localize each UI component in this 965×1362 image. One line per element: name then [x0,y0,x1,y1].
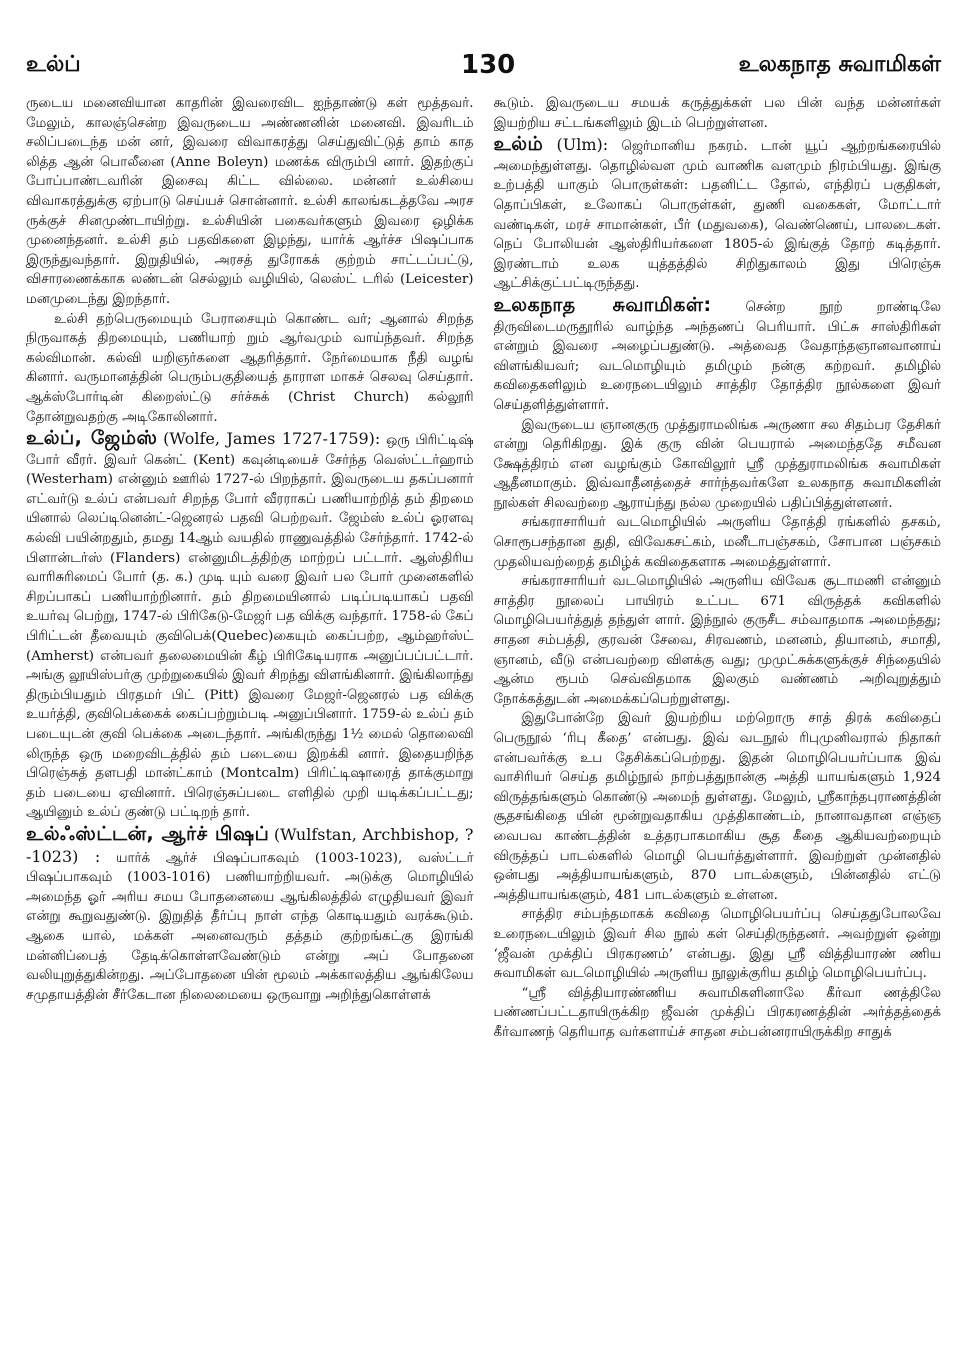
paragraph: சங்கராசாரியர் வடமொழியில் அருளிய விவேக சூடாமணி என்னும் சாத்திர நூலைப் பாயிரம் உட்பட 671 விருத்தக் கவிகளில் மொழிபெயர்த்துத் தந்துள் ளார். இந்நூல் குருசீட சம்வாதமாக அமைந்தது; சாதன சம்பத்தி, குரவன் சேவை, சிரவணம், மனனம், தியானம், சமாதி, ஞானம், வீடு என்பவற்றை விளக்கு வது; முமுட்சுக்களுக்குச் சிந்தையில் ஆன்ம ரூபம் செவ்விதமாக இலகும் வண்ணம் அறிவுறுத்தும் நோக்கத்துடன் அமைக்கப்பெற்றுள்ளது. [493,574,941,707]
wulfstan-continuation: கூடும். இவருடைய சமயக் கருத்துக்கள் பல பின் வந்த மன்னர்கள் இயற்றிய சட்டங்களிலும் இடம் பெற்றுள்ளன. [493,96,941,131]
wolsey-continuation: ருடைய மனைவியான காதரின் இவரைவிட ஐந்தாண்டு கள் மூத்தவர். மேலும், காலஞ்சென்ற இவருடைய அண்ணனின் மனைவி. இவரிடம் சலிப்படைந்த மன் னர், இவரை விவாகரத்து செய்துவிட்டுத் தாம் காத லித்த ஆன் பொலீனை (Anne Boleyn) மணக்க விரும்பி னார். இதற்குப் போப்பாண்டவரின் இசைவு கிட்ட வில்லை. மன்னர் உல்சியை விவாகரத்துக்கு ஏற்பாடு செய்யச் சொன்னார். உல்சி காலங்கடத்தவே அரச ருக்குச் சினமுண்டாயிற்று. உல்சியின் பகைவர்களும் இவரை ஒழிக்க முனைந்தனர். உல்சி தம் பதவிகளை இழந்து, யார்க் ஆர்ச்ச பிஷப்பாக இருந்துவந்தார். இறுதியில், அரசத் துரோகக் குற்றம் சாட்டப்பட்டு, விசாரணைக்காக லண்டன் செல்லும் வழியில், லெஸ்ட் டரில் (Leicester) மனமுடைந்து இறந்தார். [26,96,474,307]
headword-wulfstan: உல்ஃஸ்ட்டன், ஆர்ச் பிஷப் [26,822,270,845]
wolsey-paragraph: உல்சி தற்பெருமையும் பேராசையும் கொண்ட வர்; ஆனால் சிறந்த நிருவாகத் திறமையும், பணியாற் றும் ஆர்வமும் வாய்ந்தவர். சிறந்த கல்விமான். கல்வி யறிஞர்களை ஆதரித்தார். நேர்மையாக நீதி வழங் கினார். வருமானத்தின் பெரும்பகுதியைத் தாராள மாகச் செலவு செய்தார். ஆக்ஸ்போர்டின் கிறைஸ்ட்டு சர்ச்சுக் (Christ Church) கல்லூரி தோன்றுவதற்கு அடிகோலினார். [26,311,474,425]
entry-ulm [494,135,942,294]
paragraph: இவருடைய ஞானகுரு முத்துராமலிங்க அருணா சல சிதம்பர தேசிகர் என்று தெரிகிறது. இக் குரு வின் பெயரால் அமைந்ததே சமீவன க்ஷேத்திரம் என வழங்கும் கோவிலூர் ஸ்ரீ முத்துராமலிங்க சுவாமிகள் ஆதீனமாகும். இவ்வாதீனத்தைச் சார்ந்தவர்களே உலகநாத சுவாமிகளின் நூல்கள் சிலவற்றை ஆராய்ந்து நல்ல முறையில் பதிப்பித்துள்ளனர். [493,417,941,511]
entry-ulaganatha [493,293,942,416]
body-columns [26,94,941,1344]
headword-wolfe-latin: (Wolfe, James 1727-1759): [163,429,381,449]
entry-ulaganatha-text: சென்ற நூற் றாண்டிலே திருவிடைமருதூரில் வாழ்ந்த அந்தணப் பெரியார். பிட்சு சாஸ்திரிகள் என்றும் இவரை அழைப்பதுண்டு. அத்வைத வேதாந்தஞானவானாய் விளங்கியவர்; வடமொழியும் தமிழும் நன்கு கற்றவர். தமிழில் கவிதைகளிலும் உரைநடையிலும் சாத்திர தோத்திர நூல்களை இவர் செய்தளித்துள்ளார். [493,299,941,413]
paragraph: இதுபோன்றே இவர் இயற்றிய மற்றொரு சாத் திரக் கவிதைப் பெருநூல் ‘ரிபு கீதை’ என்பது. இவ் வடநூல் ரிபுமுனிவரால் நிதாகர் என்பவர்க்கு உப தேசிக்கப்பெற்றது. இதன் மொழிபெயர்ப்பாக இவ் வாசிரியர் செய்த தமிழ்நூல் நாற்பத்துநான்கு அத்தி யாயங்களும் 1,924 விருத்தங்களும் கொண்டு அமைந் துள்ளது. மேலும், ஸ்ரீகாந்தபுராணத்தின் சூதசங்கிதை யின் மூன்றுவதாகிய முத்திகாண்டம், நானாவதான எஞ்ஞ வைபவ காண்டத்தின் உத்தரபாகமாகிய சூத கீதை ஆகியவற்றையும் விருத்தப் பாடல்களில் மொழி பெயர்த்துள்ளார். இவற்றுள் முன்னதில் ஒன்பது அத்தியாயங்களும், 870 பாடல்களும், பின்னதில் எட்டு அத்தியாயங்களும், 481 பாடல்களும் உள்ளன. [493,711,941,903]
entry-wulfstan-text: யார்க் ஆர்ச் பிஷப்பாகவும் (1003-1023), வஸ்ட்டர் பிஷப்பாகவும் (1003-1016) பணியாற்றியவர். அடுக்கு மொழியில் அமைந்த ஓர் அரிய சமய போதனையை ஆங்கிலத்தில் எழுதியவர் இவர் என்று கூறுவதுண்டு. இறுதித் தீர்ப்பு நாள் எந்த கொடியதும் வரக்கூடும். ஆகை யால், மக்கள் அனைவரும் தத்தம் குற்றங்கட்கு இரங்கி மன்னிப்பைத் தேடிக்கொள்ளவேண்டும் என்று அப் போதனை வலியுறுத்துகின்றது. அப்போதனை யின் மூலம் அக்காலத்திய ஆங்கிலேய சமுதாயத்தின் சீர்கேடான நிலைமையை ஒருவாறு அறிந்துகொள்ளக் [26,850,474,1003]
right-column [494,94,942,1344]
page-header [26,50,941,90]
page-number: 130 [461,50,516,80]
paragraph: சாத்திர சம்பந்தமாகக் கவிதை மொழிபெயர்ப்பு செய்ததுபோலவே உரைநடையிலும் இவர் சில நூல் கள் செய்திருந்தனர். அவற்றுள் ஒன்று ‘ஜீவன் முக்திப் பிரகரணம்’ என்பது. இது ஸ்ரீ வித்தியாரண் ணிய சுவாமிகள் வடமொழியில் அருளிய நூலுக்குரிய தமிழ் மொழிபெயர்ப்பு. [493,907,941,982]
entry-wolfe-text: ஒரு பிரிட்டிஷ் போர் வீரர். இவர் கென்ட் (Kent) கவுன்டியைச் சேர்ந்த வெஸ்ட்டர்ஹாம் (Westerham) என்னும் ஊரில் 1727-ல் பிறந்தார். இவருடைய தகப்பனார் எட்வர்டு உல்ப் என்பவர் சிறந்த போர் வீரராகப் பணியாற்றித் தம் திறமை யினால் லெப்டினென்ட்-ஜெனரல் பதவி பெற்றவர். ஜேம்ஸ் உல்ப் ஓரளவு கல்வி பயின்றதும், தமது 14ஆம் வயதில் ராணுவத்தில் சேர்ந்தார். 1742-ல் பிளான்டர்ஸ் (Flanders) என்னுமிடத்திற்கு மாற்றப் பட்டார். ஆஸ்திரிய வாரிசுரிமைப் போர் (த. க.) முடி யும் வரை இவர் பல போர் முனைகளில் சிறப்பாகப் பணியாற்றினார். தம் திறமையினால் படிப்படியாகப் பதவி உயர்வு பெற்று, 1747-ல் பிரிகேடு-மேஜர் பத விக்கு வந்தார். 1758-ல் கேப் பிரிட்டன் தீவையும் குவிபெக்(Quebec)கையும் கைப்பற்ற, ஆம்ஹர்ஸ்ட் (Amherst) என்பவர் தலைமையின் கீழ் பிரிகேடியராக அனுப்பப்பட்டார். அங்கு லூயிஸ்பர்கு முற்றுகையில் இவர் சிறந்து விளங்கினார். இங்கிலாந்து திரும்பியதும் பிரதமர் பிட் (Pitt) இவரை மேஜர்-ஜெனரல் பத விக்கு உயர்த்தி, குவிபெக்கைக் கைப்பற்றும்படி அனுப்பினார். 1759-ல் உல்ப் தம் படையுடன் குவி பெக்கை அடைந்தார். அங்கிருந்து 1½ மைல் தொலைவி லிருந்த ஒரு மறைவிடத்தில் தம் படையை இறக்கி னார். இதையறிந்த பிரெஞ்சுத் தளபதி மான்ட்காம் (Montcalm) பிரிட்டிஷாரைத் தாக்குமாறு தம் படையை ஏவினார். பிரெஞ்சுப்படை எளிதில் முறி யடிக்கப்பட்டது; ஆயினும் உல்ப் குண்டு பட்டிறந் தார். [26,433,474,821]
entry-ulm-text: ஜெர்மானிய நகரம். டான் யூப் ஆற்றங்கரையில் அமைந்துள்ளது. தொழில்வள மும் வாணிக வளமும் நிரம்பியது. இங்கு உற்பத்தி யாகும் பொருள்கள்: பதனிட்ட தோல், எந்திரப் பகுதிகள், தொப்பிகள், உலோகப் பொருள்கள், துணி வகைகள், மோட்டார் வண்டிகள், மரச் சாமான்கள், பீர் (மதுவகை), வெண்ணெய், பாலடைகள். நெப் போலியன் ஆஸ்திரியர்களை 1805-ல் இங்குத் தோற் கடித்தார். இரண்டாம் உலக யுத்தத்தில் சிறிதுகாலம் இது பிரெஞ்சு ஆட்சிக்குட்பட்டிருந்தது. [493,139,941,292]
running-head-left: உல்ப் [26,52,81,77]
headword-ulaganatha: உலகநாத சுவாமிகள்: [493,293,712,316]
headword-ulm-latin: (Ulm): [556,135,609,155]
entry-wulfstan [26,822,474,1005]
quotation-paragraph: “ஸ்ரீ வித்தியாரண்ணிய சுவாமிகளினாலே கீர்வா ணத்திலே பண்ணப்பட்டதாயிருக்கிற ஜீவன் முக்திப் பிரகரணத்தின் அர்த்தத்தைக் கீர்வாணந் தெரியாத வர்களாய்ச் சாதன சம்பன்னராயிருக்கிற சாதுக் [493,985,941,1040]
headword-wulfstan-latin: (Wulfstan, Archbishop, ?-1023) : [26,824,474,866]
headword-wolfe: உல்ப், ஜேம்ஸ் [26,427,158,450]
running-head-right: உலகநாத சுவாமிகள் [738,52,941,77]
paragraph: சங்கராசாரியர் வடமொழியில் அருளிய தோத்தி ரங்களில் தசகம், சொரூபசந்தான துதி, விவேகசட்கம், மனீடாபஞ்சகம், சோபான பஞ்சகம் முதலியவற்றைத் தமிழ்க் கவிதைகளாக அமைத்துள்ளார். [493,515,941,570]
entry-wolfe [26,429,474,823]
left-column [26,94,474,1344]
headword-ulm: உல்ம் [493,133,544,156]
